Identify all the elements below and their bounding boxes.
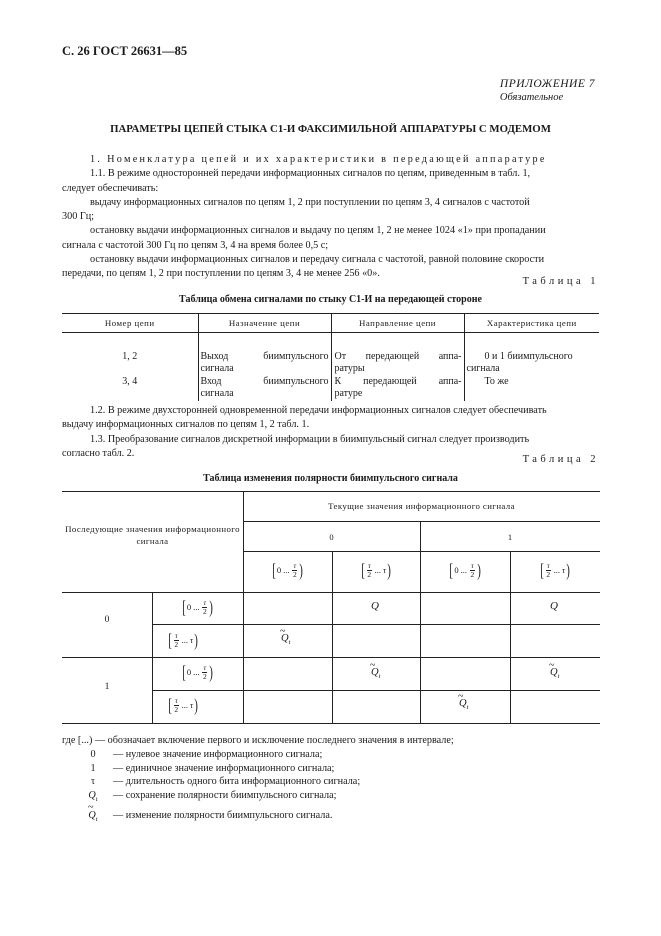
paragraph-1-3-b: согласно табл. 2.: [62, 447, 135, 459]
interval-0-half: [ 0 ... τ 2 ): [182, 597, 213, 617]
q-change-symbol: ~ $Q_t$: [458, 691, 469, 712]
paragraph-1-1-a: 1.1. В режиме односторонней передачи информационных сигналов по цепям, приведенным в табл. 1,: [90, 168, 531, 180]
table-2-col-value-0: 0: [329, 532, 334, 542]
table-2-row-value-0: 0: [104, 614, 110, 625]
table-1-header-direction: Направление цепи: [331, 314, 464, 333]
appendix-number: ПРИЛОЖЕНИЕ 7: [499, 78, 595, 90]
item-3-b: передачи, по цепям 1, 2 при поступлении по цепям 3, 4 не менее 256 «0».: [62, 268, 380, 280]
q-change-symbol: ~ $Q_t$: [370, 660, 381, 681]
table-row: [62, 351, 599, 376]
interval-half-tau: [ τ 2 ... τ ): [540, 560, 570, 580]
table-2-row-value-1: 1: [104, 681, 110, 692]
list-item: τ — длительность одного бита информационного сигнала;: [90, 776, 361, 788]
table-2-col-header: Текущие значения информационного сигнала: [328, 501, 515, 511]
table-2-number: Таблица 2: [522, 454, 599, 465]
q-change-symbol: ~ $Q_t$: [280, 626, 291, 647]
item-2-a: остановку выдачи информационных сигналов и выдачу по цепям 1, 2 не менее 1024 «1» при пропадании: [90, 225, 546, 237]
table-2: [62, 491, 600, 723]
item-1-b: 300 Гц;: [62, 211, 95, 223]
interval-0-half: [ 0 ... τ 2 ): [272, 560, 303, 580]
legend-intro: где [...) — обозначает включение первого и исключение последнего значения в интервале;: [62, 735, 454, 746]
table-1: [62, 313, 599, 401]
paragraph-1-2-b: выдачу информационных сигналов по цепям 1, 2 табл. 1.: [62, 419, 310, 431]
item-2-b: сигнала с частотой 300 Гц по цепям 3, 4 на время более 0,5 с;: [62, 239, 329, 251]
table-1-cell-direction: От передающей аппа- ратуры: [331, 351, 464, 376]
table-1-caption: Таблица обмена сигналами по стыку С1-И на передающей стороне: [179, 294, 482, 305]
table-1-cell-purpose: Выход биимпульсного сигнала: [198, 351, 331, 376]
q-keep-symbol: Q: [550, 600, 558, 612]
q-keep-symbol: Q: [371, 600, 379, 612]
section-1-heading: 1. Номенклатура цепей и их характеристики в передающей аппаратуре: [90, 154, 547, 165]
section-1-2: [62, 404, 600, 461]
section-1: [62, 153, 600, 282]
legend: [62, 734, 602, 823]
table-1-cell-direction: К передающей аппа- ратуре: [331, 376, 464, 401]
appendix-status: Обязательное: [499, 92, 564, 103]
interval-half-tau: [ τ 2 ... τ ): [168, 630, 198, 650]
paragraph-1-3-a: 1.3. Преобразование сигналов дискретной информации в биимпульсный сигнал следует производить: [90, 433, 530, 445]
paragraph-1-1-b: следует обеспечивать:: [62, 182, 159, 194]
table-1-header-characteristic: Характеристика цепи: [464, 314, 599, 333]
table-1-cell-num: 3, 4: [122, 375, 138, 387]
table-1-header-purpose: Назначение цепи: [198, 314, 331, 333]
q-change-symbol: ~ $Q_t$: [549, 660, 560, 681]
interval-0-half: [ 0 ... τ 2 ): [182, 662, 213, 682]
list-item: 1 — единичное значение информационного сигнала;: [90, 762, 335, 774]
table-1-cell-characteristic: То же: [464, 376, 599, 401]
table-1-number: Таблица 1: [522, 276, 599, 287]
item-3-a: остановку выдачи информационных сигналов и передачу сигнала с частотой, равной половине скорости: [90, 254, 545, 266]
page-header: С. 26 ГОСТ 26631—85: [62, 44, 188, 58]
table-1-cell-purpose: Вход биимпульсного сигнала: [198, 376, 331, 401]
list-item: $Q_t$ — сохранение полярности биимпульсного сигнала;: [88, 790, 337, 804]
paragraph-1-2-a: 1.2. В режиме двухсторонней одновременной передачи информационных сигналов следует обеспечивать: [90, 405, 547, 416]
table-1-cell-num: 1, 2: [122, 350, 138, 362]
interval-half-tau: [ τ 2 ... τ ): [168, 695, 198, 715]
interval-half-tau: [ τ 2 ... τ ): [361, 560, 391, 580]
table-2-caption: Таблица изменения полярности биимпульсного сигнала: [203, 473, 458, 484]
appendix-label: [500, 78, 595, 103]
table-2-col-value-1: 1: [507, 532, 513, 542]
table-2-row-header: Последующие значения информационного сигнала: [65, 524, 240, 546]
list-item: 0 — нулевое значение информационного сигнала;: [90, 748, 323, 760]
table-row: [62, 376, 599, 401]
document-title: ПАРАМЕТРЫ ЦЕПЕЙ СТЫКА С1-И ФАКСИМИЛЬНОЙ АППАРАТУРЫ С МОДЕМОМ: [110, 123, 551, 135]
table-1-header-num: Номер цепи: [62, 314, 198, 333]
list-item: ~ $Q_t$ — изменение полярности биимпульсного сигнала.: [88, 802, 333, 824]
interval-0-half: [ 0 ... τ 2 ): [449, 560, 481, 580]
item-1-a: выдачу информационных сигналов по цепям 1, 2 при поступлении по цепям 3, 4 сигналов с частотой: [90, 196, 530, 208]
table-1-cell-characteristic: 0 и 1 биимпульсного сигнала: [464, 351, 599, 376]
